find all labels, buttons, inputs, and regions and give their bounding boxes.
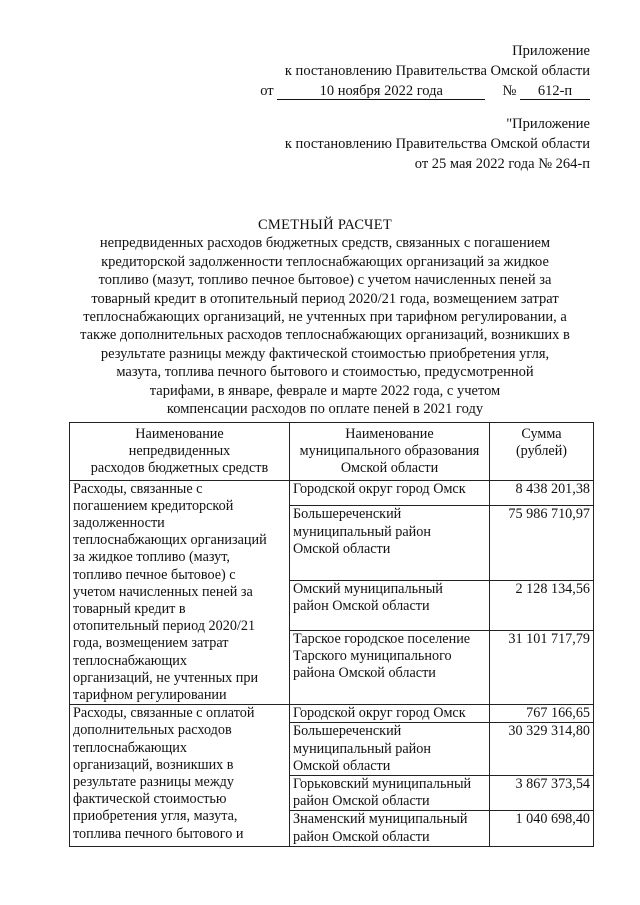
- text-line: погашением кредиторской: [73, 497, 234, 514]
- municipality-cell: [290, 811, 490, 846]
- amount-cell: 30 329 314,80: [490, 723, 594, 776]
- text-line: приобретения угля, мазута,: [73, 808, 238, 825]
- text-line: района Омской области: [293, 665, 436, 682]
- text-line: результате разницы между фактической стоимостью приобретения угля,: [100, 345, 550, 362]
- text-line: теплоснабжающих организаций, не учтенных при тарифном регулировании, а: [83, 309, 567, 326]
- header-municipality: [290, 423, 490, 481]
- text-line: теплоснабжающих: [73, 739, 187, 756]
- municipality-cell: [290, 723, 490, 776]
- appendix-resolution-line: к постановлению Правительства Омской области: [284, 136, 590, 152]
- text-line: муниципального образования: [299, 443, 480, 460]
- appendix-date-line: [260, 81, 590, 101]
- amount-cell: 2 128 134,56: [490, 580, 594, 630]
- text-line: Омской области: [293, 757, 391, 774]
- resolution-date: 10 ноября 2022 года: [277, 83, 485, 100]
- text-line: муниципальный район: [293, 740, 431, 757]
- text-line: товарный кредит в отопительный период 2020/21 года, возмещением затрат: [91, 290, 559, 307]
- text-line: отопительный период 2020/21: [73, 618, 256, 635]
- text-line: года, возмещением затрат: [73, 635, 229, 652]
- municipality-cell: [290, 480, 490, 506]
- text-line: Омской области: [293, 540, 391, 557]
- text-line: также дополнительных расходов теплоснабжающих организаций, возникших в: [80, 327, 570, 344]
- text-line: задолженности: [73, 515, 165, 532]
- municipality-cell: [290, 705, 490, 723]
- municipality-cell: [290, 506, 490, 580]
- text-line: теплоснабжающих организаций: [73, 532, 267, 549]
- text-line: организаций, возникших в: [73, 756, 234, 773]
- estimate-table: [69, 422, 594, 847]
- amount-cell: 1 040 698,40: [490, 811, 594, 846]
- header-expense-type: [70, 423, 290, 481]
- text-line: фактической стоимостью: [73, 791, 227, 808]
- text-line: топливо (мазут, топливо печное бытовое) с учетом начисленных пеней за: [98, 272, 552, 289]
- appendix-header-current: [260, 41, 590, 101]
- expense-type-cell: [70, 480, 290, 705]
- text-line: учетом начисленных пеней за: [73, 583, 253, 600]
- text-line: непредвиденных: [128, 443, 231, 460]
- expense-type-cell: [70, 705, 290, 847]
- text-line: компенсации расходов по оплате пеней в 2021 году: [166, 401, 484, 418]
- header-amount: [490, 423, 594, 481]
- text-line: Наименование: [345, 426, 434, 442]
- resolution-number: 612-п: [520, 83, 590, 100]
- text-line: Горьковский муниципальный: [293, 776, 472, 793]
- title-main: СМЕТНЫЙ РАСЧЕТ: [257, 217, 393, 233]
- document-title: [70, 216, 580, 418]
- text-line: Расходы, связанные с оплатой: [73, 705, 255, 722]
- text-line: муниципальный район: [293, 523, 431, 540]
- amount-cell: 75 986 710,97: [490, 506, 594, 580]
- appendix-header-previous: [285, 114, 590, 174]
- text-line: тарифном регулировании: [73, 687, 227, 704]
- text-line: Омский муниципальный: [293, 580, 443, 597]
- amount-cell: 3 867 373,54: [490, 776, 594, 811]
- municipality-cell: [290, 776, 490, 811]
- text-line: Омской области: [340, 460, 439, 477]
- text-line: Большереченский: [293, 506, 402, 523]
- text-line: непредвиденных расходов бюджетных средств, связанных с погашением: [99, 235, 551, 252]
- text-line: Знаменский муниципальный: [293, 811, 468, 828]
- amount-cell: 8 438 201,38: [490, 480, 594, 506]
- table-row: [70, 480, 594, 506]
- text-line: Городской округ город Омск: [293, 480, 466, 497]
- text-line: Большереченский: [293, 723, 402, 740]
- text-line: Расходы, связанные с: [73, 480, 203, 497]
- text-line: район Омской области: [293, 597, 430, 614]
- text-line: кредиторской задолженности теплоснабжающих организаций за жидкое: [101, 253, 549, 270]
- table-header-row: [70, 423, 594, 481]
- text-line: товарный кредит в: [73, 601, 186, 618]
- table-row: [70, 705, 594, 723]
- text-line: Сумма: [521, 426, 562, 442]
- appendix-date-line: от 25 мая 2022 года № 264-п: [414, 156, 590, 172]
- text-line: район Омской области: [293, 828, 430, 845]
- text-line: за жидкое топливо (мазут,: [73, 549, 230, 566]
- text-line: тарифами, в январе, феврале и марте 2022 года, с учетом: [149, 382, 501, 399]
- text-line: Тарское городское поселение: [293, 630, 471, 647]
- text-line: дополнительных расходов: [73, 722, 232, 739]
- from-label: от: [260, 83, 274, 99]
- text-line: расходов бюджетных средств: [90, 460, 269, 477]
- text-line: район Омской области: [293, 793, 430, 810]
- text-line: организаций, не учтенных при: [73, 669, 259, 686]
- appendix-label: Приложение: [512, 43, 590, 59]
- appendix-label: "Приложение: [506, 116, 590, 132]
- text-line: мазута, топлива печного бытового и стоимостью, предусмотренной: [116, 364, 534, 381]
- text-line: Городской округ город Омск: [293, 705, 466, 722]
- appendix-resolution-line: к постановлению Правительства Омской области: [284, 63, 590, 79]
- text-line: топлива печного бытового и: [73, 825, 244, 842]
- title-subtitle: [70, 234, 580, 418]
- text-line: (рублей): [515, 443, 568, 460]
- text-line: результате разницы между: [73, 774, 234, 791]
- municipality-cell: [290, 630, 490, 704]
- municipality-cell: [290, 580, 490, 630]
- amount-cell: 767 166,65: [490, 705, 594, 723]
- text-line: топливо печное бытовое) с: [73, 566, 236, 583]
- text-line: Наименование: [135, 426, 224, 442]
- text-line: теплоснабжающих: [73, 652, 187, 669]
- amount-cell: 31 101 717,79: [490, 630, 594, 704]
- text-line: Тарского муниципального: [293, 648, 452, 665]
- number-label: №: [502, 83, 517, 99]
